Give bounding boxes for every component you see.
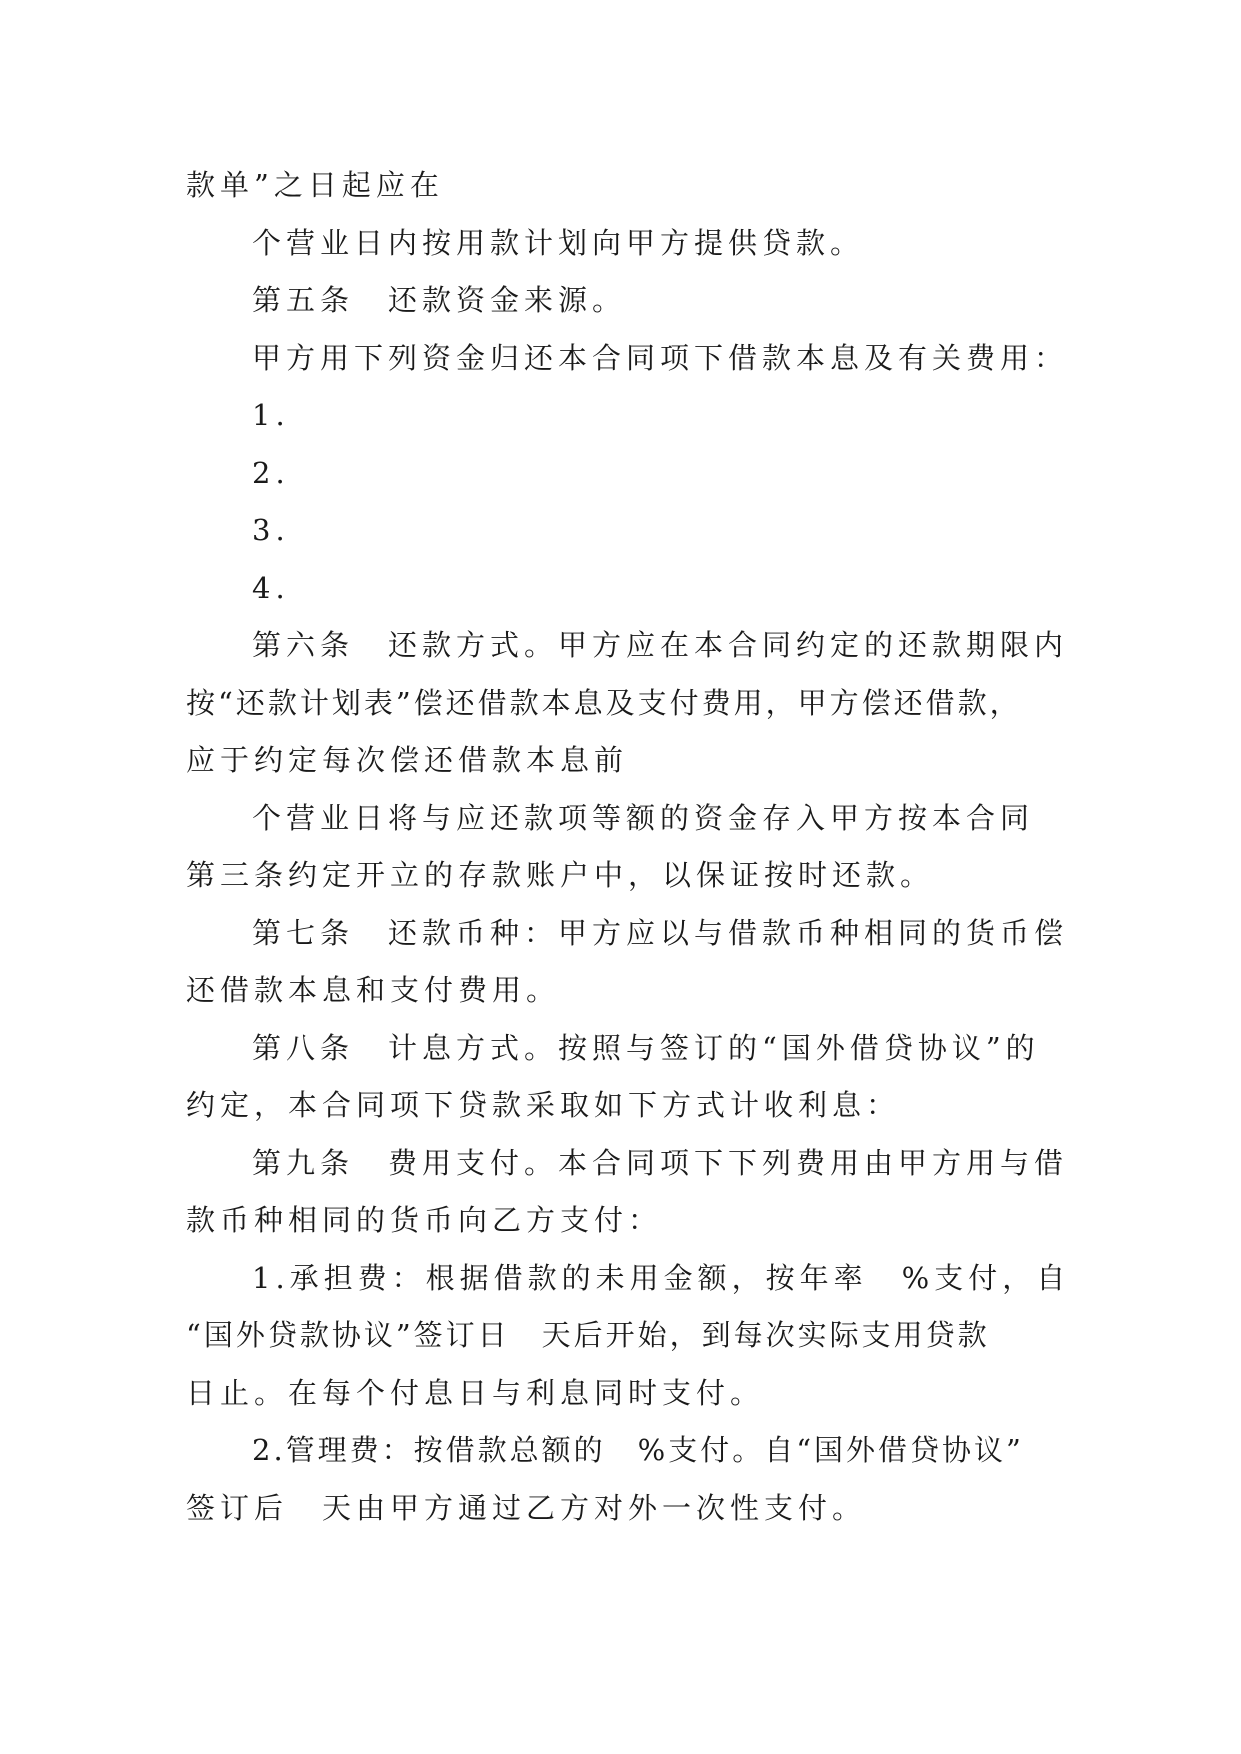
list-item: 2.管理费：按借款总额的 %支付。自“国外借贷协议” (252, 1433, 1024, 1467)
list-item: 2. (252, 455, 290, 490)
text-line: 应于约定每次偿还借款本息前 (186, 743, 629, 777)
list-item: 3. (252, 513, 290, 547)
text-line: 个营业日将与应还款项等额的资金存入甲方按本合同 (252, 800, 1035, 835)
text-line: 款币种相同的货币向乙方支付： (186, 1203, 663, 1237)
text-line: 第三条约定开立的存款账户中，以保证按时还款。 (186, 858, 935, 892)
text-line: 按“还款计划表”偿还借款本息及支付费用，甲方偿还借款， (186, 685, 1022, 720)
text-line: 个营业日内按用款计划向甲方提供贷款。 (252, 225, 865, 260)
article-6-heading: 第六条 还款方式。甲方应在本合同约定的还款期限内 (252, 628, 1069, 662)
document-body (186, 157, 1071, 1537)
text-line: 日止。在每个付息日与利息同时支付。 (186, 1375, 765, 1410)
text-line: 甲方用下列资金归还本合同项下借款本息及有关费用： (252, 340, 1069, 375)
article-9-heading: 第九条 费用支付。本合同项下下列费用由甲方用与借 (252, 1145, 1069, 1180)
list-item: 1.承担费：根据借款的未用金额，按年率 %支付，自 (252, 1260, 1071, 1295)
text-line: 款单”之日起应在 (186, 168, 444, 202)
text-line: “国外贷款协议”签订日 天后开始，到每次实际支用贷款 (186, 1318, 990, 1352)
text-line: 签订后 天由甲方通过乙方对外一次性支付。 (186, 1490, 867, 1525)
list-item: 1. (252, 398, 290, 432)
article-8-heading: 第八条 计息方式。按照与签订的“国外借贷协议”的 (252, 1030, 1040, 1065)
text-line: 约定，本合同项下贷款采取如下方式计收利息： (186, 1088, 901, 1122)
article-5-heading: 第五条 还款资金来源。 (252, 283, 627, 317)
text-line: 还借款本息和支付费用。 (186, 973, 561, 1007)
list-item: 4. (252, 570, 290, 605)
article-7-heading: 第七条 还款币种：甲方应以与借款币种相同的货币偿 (252, 915, 1069, 950)
